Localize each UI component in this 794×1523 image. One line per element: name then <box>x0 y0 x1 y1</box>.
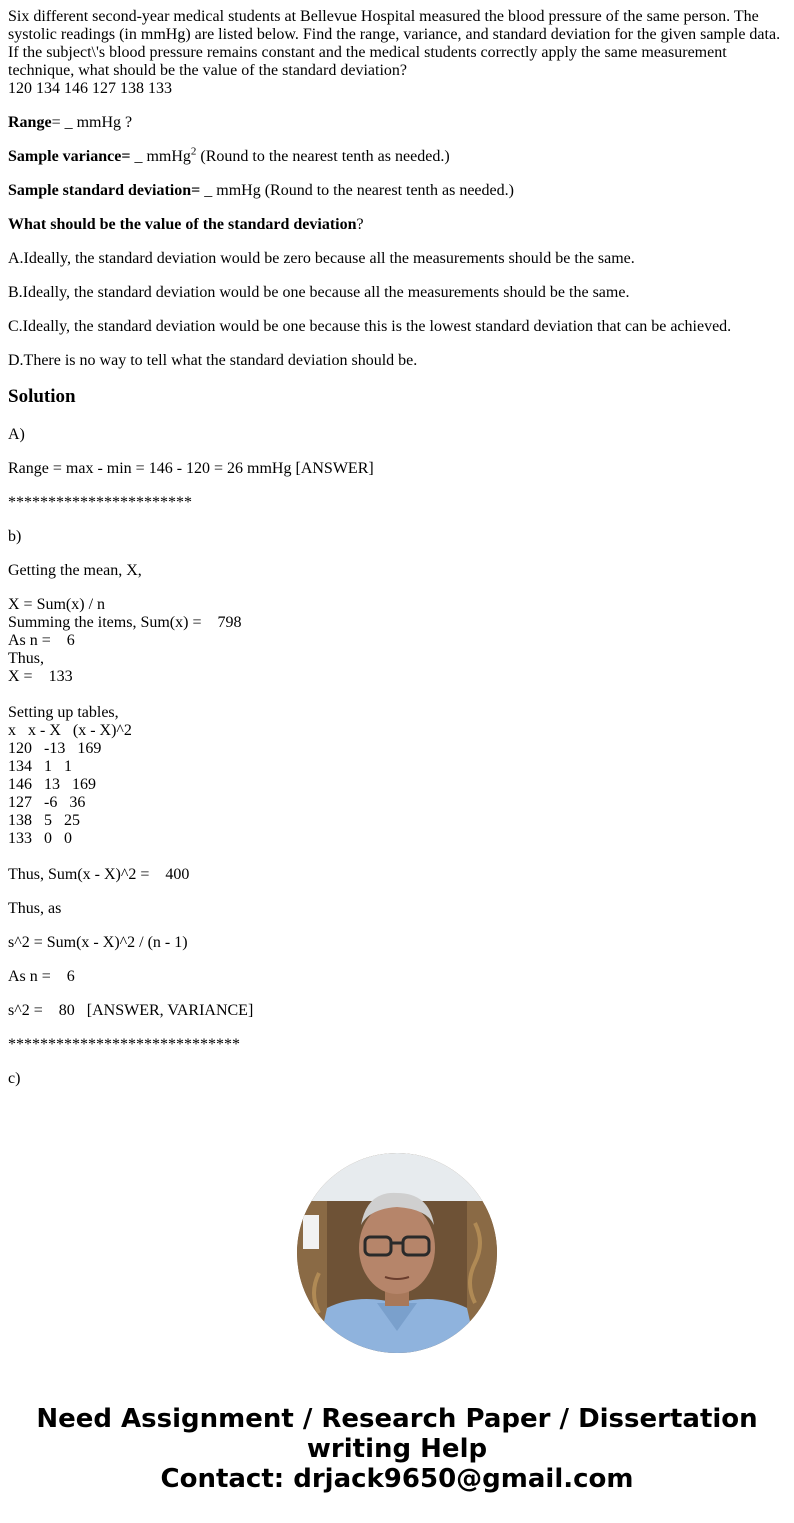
variance-answer: s^2 = 80 [ANSWER, VARIANCE] <box>8 1002 254 1019</box>
n-line: As n = 6 <box>8 632 75 649</box>
sum-line: Summing the items, Sum(x) = 798 <box>8 614 242 631</box>
range-prompt <box>8 114 786 132</box>
part-c-label: c) <box>8 1070 21 1087</box>
document-body <box>8 8 786 1104</box>
tables-intro: Setting up tables, <box>8 704 119 721</box>
range-answer: Range = max - min = 146 - 120 = 26 mmHg [ANSWER] <box>8 460 374 477</box>
table-row: 146 13 169 <box>8 776 96 793</box>
thus-line: Thus, <box>8 650 44 667</box>
footer-line-1: Need Assignment / Research Paper / Dissertation <box>36 1404 758 1434</box>
table-row: 127 -6 36 <box>8 794 86 811</box>
what-rest: ? <box>356 216 364 233</box>
variance-superscript: 2 <box>190 145 197 158</box>
solution-heading: Solution <box>8 386 76 407</box>
sd-rest: _ mmHg (Round to the nearest tenth as needed.) <box>200 182 514 199</box>
range-rest: = _ mmHg ? <box>51 114 133 131</box>
range-label: Range <box>8 114 52 131</box>
table-header: x x - X (x - X)^2 <box>8 722 132 739</box>
what-label: What should be the value of the standard deviation <box>8 216 357 233</box>
table-row: 138 5 25 <box>8 812 80 829</box>
sd-prompt <box>8 182 786 200</box>
author-photo <box>297 1153 497 1353</box>
part-b-label: b) <box>8 528 22 545</box>
variance-prompt <box>8 145 786 166</box>
option-b: B.Ideally, the standard deviation would be one because all the measurements should be the same. <box>8 284 630 301</box>
table-row: 120 -13 169 <box>8 740 102 757</box>
variance-note: (Round to the nearest tenth as needed.) <box>196 148 450 165</box>
portrait-image <box>297 1153 497 1353</box>
part-a-label: A) <box>8 426 25 443</box>
footer-line-2: writing Help <box>306 1434 488 1464</box>
option-d: D.There is no way to tell what the standard deviation should be. <box>8 352 418 369</box>
sum-squares: Thus, Sum(x - X)^2 = 400 <box>8 866 190 883</box>
table-row: 134 1 1 <box>8 758 72 775</box>
mean-intro: Getting the mean, X, <box>8 562 142 579</box>
thus-as: Thus, as <box>8 900 62 917</box>
footer-contact: Contact: drjack9650@gmail.com <box>160 1464 634 1494</box>
option-c: C.Ideally, the standard deviation would be one because this is the lowest standard deviation that can be achieved. <box>8 318 732 335</box>
readings: 120 134 146 127 138 133 <box>8 80 172 97</box>
variance-label: Sample variance= <box>8 148 131 165</box>
option-a: A.Ideally, the standard deviation would be zero because all the measurements should be the same. <box>8 250 635 267</box>
n-line-2: As n = 6 <box>8 968 75 985</box>
stars-divider-1: *********************** <box>8 494 192 511</box>
variance-unit: _ mmHg <box>130 148 191 165</box>
variance-formula: s^2 = Sum(x - X)^2 / (n - 1) <box>8 934 188 951</box>
footer-banner <box>0 1404 794 1494</box>
stars-divider-2: ***************************** <box>8 1036 240 1053</box>
question-intro: Six different second-year medical students at Bellevue Hospital measured the blood pressure of the same person. The systolic readings (in mmHg) are listed below. Find the range, variance, and standard deviation for the given sample data. If the subject\'s blood pressure remains constant and the medical students correctly apply the same measurement technique, what should be the value of the standard deviation? <box>8 8 781 79</box>
mean-value: X = 133 <box>8 668 73 685</box>
mean-formula: X = Sum(x) / n <box>8 596 106 613</box>
sd-label: Sample standard deviation= <box>8 182 201 199</box>
what-prompt <box>8 216 786 234</box>
table-row: 133 0 0 <box>8 830 72 847</box>
